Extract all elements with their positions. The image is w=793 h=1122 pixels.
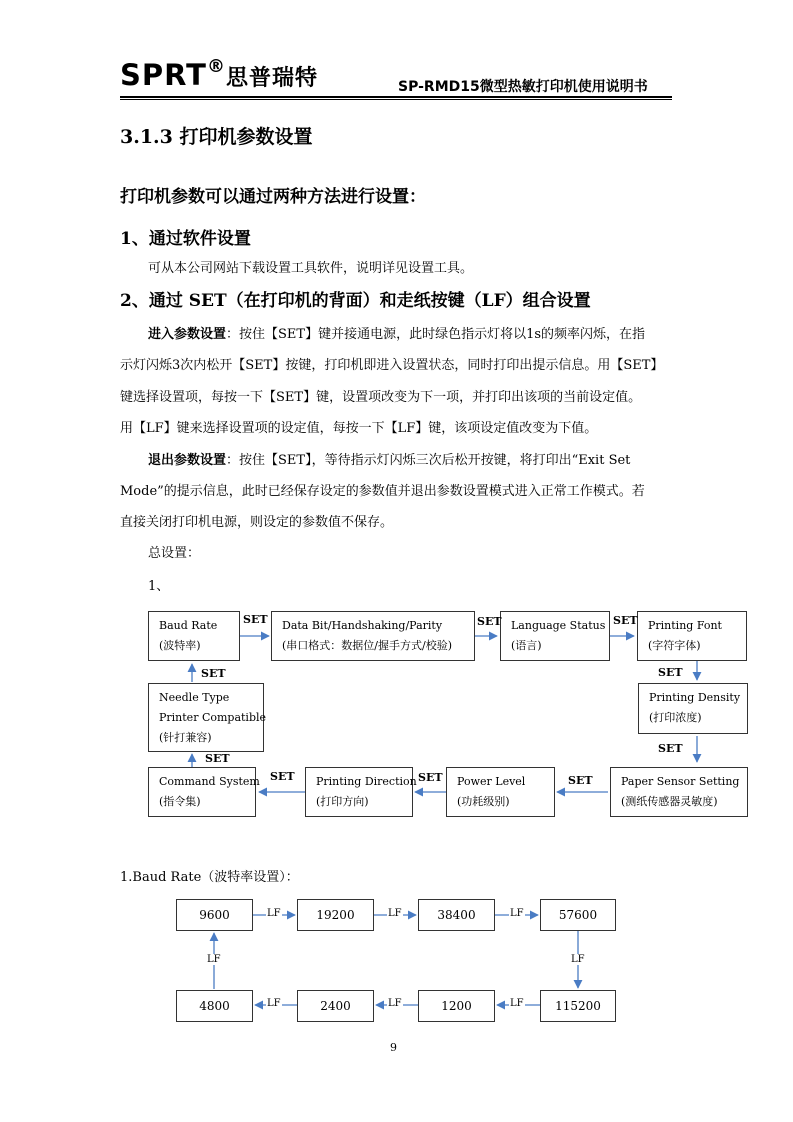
page-number: 9 xyxy=(390,1041,397,1054)
manual-title: SP-RMD15微型热敏打印机使用说明书 xyxy=(398,79,648,95)
flow-box-paper-sensor: Paper Sensor Setting (测纸传感器灵敏度) xyxy=(610,767,748,817)
set-label: SET xyxy=(658,742,683,755)
intro-heading: 打印机参数可以通过两种方法进行设置： xyxy=(120,187,426,207)
exit-label: 退出参数设置 xyxy=(148,453,227,468)
lf-label: LF xyxy=(267,908,281,919)
lf-label: LF xyxy=(388,998,402,1009)
method1-heading: 1、通过软件设置 xyxy=(120,229,251,249)
set-label: SET xyxy=(270,770,295,783)
enter-line-1: 进入参数设置：按住【SET】键并接通电源，此时绿色指示灯将以1s的频率闪烁，在指 xyxy=(148,327,646,342)
set-label: SET xyxy=(477,615,502,628)
method2-heading: 2、通过 SET（在打印机的背面）和走纸按键（LF）组合设置 xyxy=(120,291,591,311)
baud-box-9600: 9600 xyxy=(176,899,253,931)
registered-mark: ® xyxy=(206,56,226,77)
set-label: SET xyxy=(243,613,268,626)
lf-label: LF xyxy=(571,954,585,965)
brand-latin: SPRT xyxy=(120,58,207,92)
set-label: SET xyxy=(418,771,443,784)
general-label: 总设置： xyxy=(148,546,201,561)
set-label: SET xyxy=(613,614,638,627)
flow-box-language: Language Status (语言) xyxy=(500,611,610,661)
enter-line-4: 用【LF】键来选择设置项的设定值，每按一下【LF】键，该项设定值改变为下值。 xyxy=(120,421,598,436)
baud-box-1200: 1200 xyxy=(418,990,495,1022)
lf-label: LF xyxy=(510,998,524,1009)
lf-label: LF xyxy=(207,954,221,965)
flow-box-power-level: Power Level (功耗级别) xyxy=(446,767,555,817)
flow-box-printing-density: Printing Density (打印浓度) xyxy=(638,683,748,734)
flow-box-command-system: Command System (指令集) xyxy=(148,767,256,817)
flow-box-needle-type: Needle Type Printer Compatible (针打兼容) xyxy=(148,683,264,752)
baud-flow-title: 1.Baud Rate（波特率设置）： xyxy=(120,870,299,885)
flow-box-printing-font: Printing Font (字符字体) xyxy=(637,611,747,661)
enter-line-3: 键选择设置项，每按一下【SET】键，设置项改变为下一项，并打印出该项的当前设定值。 xyxy=(120,390,642,405)
flow-box-data-bit: Data Bit/Handshaking/Parity (串口格式：数据位/握手方式/校验) xyxy=(271,611,475,661)
flow-box-printing-direction: Printing Direction (打印方向) xyxy=(305,767,413,817)
set-label: SET xyxy=(568,774,593,787)
baud-box-19200: 19200 xyxy=(297,899,374,931)
section-title: 3.1.3 打印机参数设置 xyxy=(120,126,313,148)
baud-box-4800: 4800 xyxy=(176,990,253,1022)
baud-box-38400: 38400 xyxy=(418,899,495,931)
set-label: SET xyxy=(201,667,226,680)
exit-line-3: 直接关闭打印机电源，则设定的参数值不保存。 xyxy=(120,515,394,530)
method1-text: 可从本公司网站下载设置工具软件，说明详见设置工具。 xyxy=(148,261,474,276)
baud-box-115200: 115200 xyxy=(540,990,616,1022)
item-label: 1、 xyxy=(148,579,170,594)
enter-line-2: 示灯闪烁3次内松开【SET】按键，打印机即进入设置状态，同时打印出提示信息。用【SET】 xyxy=(120,358,664,373)
baud-box-57600: 57600 xyxy=(540,899,616,931)
exit-line-1: 退出参数设置：按住【SET】，等待指示灯闪烁三次后松开按键，将打印出“Exit Set xyxy=(148,453,631,468)
enter-label: 进入参数设置 xyxy=(148,327,227,342)
brand-chinese: 思普瑞特 xyxy=(225,66,318,91)
lf-label: LF xyxy=(388,908,402,919)
set-label: SET xyxy=(205,752,230,765)
set-label: SET xyxy=(658,666,683,679)
lf-label: LF xyxy=(510,908,524,919)
baud-box-2400: 2400 xyxy=(297,990,374,1022)
flow-box-baud-rate: Baud Rate (波特率) xyxy=(148,611,240,661)
exit-line-2: Mode”的提示信息，此时已经保存设定的参数值并退出参数设置模式进入正常工作模式。若 xyxy=(120,484,645,499)
lf-label: LF xyxy=(267,998,281,1009)
